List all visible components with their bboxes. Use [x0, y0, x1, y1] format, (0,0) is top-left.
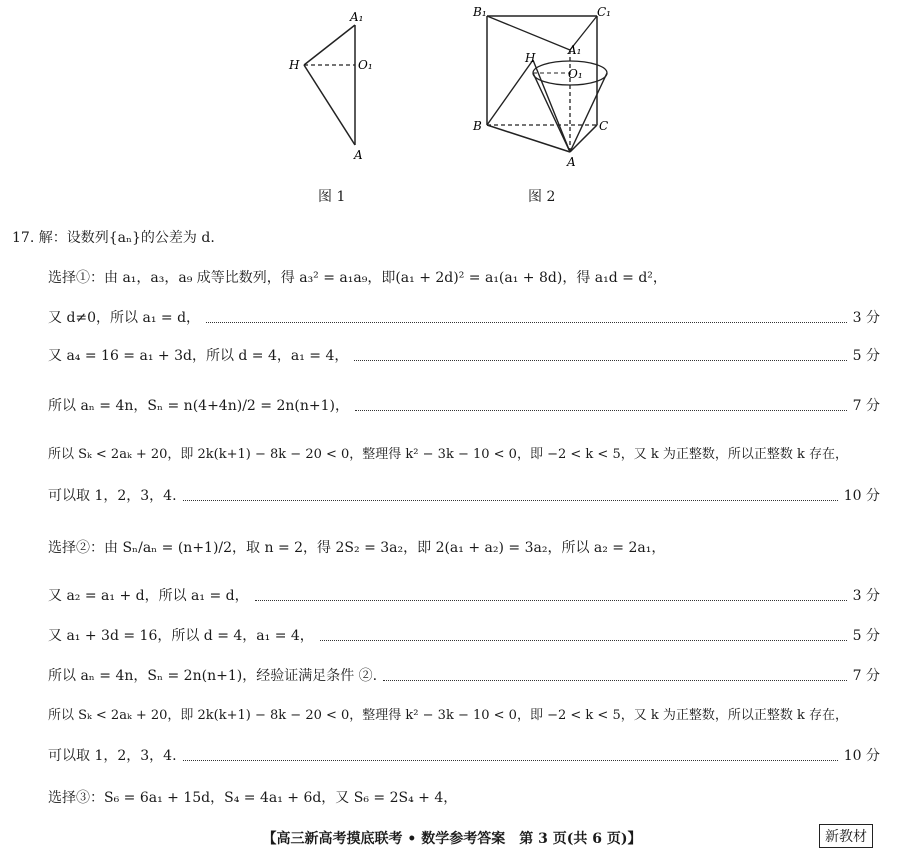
leader-dots	[255, 600, 847, 601]
figure-2-diagram	[465, 0, 625, 170]
problem-intro: 17. 解：设数列{aₙ}的公差为 d.	[12, 230, 215, 246]
solution-step: 又 a₂ = a₁ + d，所以 a₁ = d， 3 分	[48, 588, 880, 604]
fig2-label-b1: B₁	[473, 5, 487, 19]
leader-dots	[383, 680, 847, 681]
figure-2-caption: 图 2	[528, 189, 556, 205]
solution-step: 选择③：S₆ = 6a₁ + 15d，S₄ = 4a₁ + 6d，又 S₆ = 2S₄ + 4，	[48, 790, 458, 806]
score-points: 7 分	[852, 668, 880, 684]
fig2-label-b: B	[473, 119, 482, 133]
score-points: 10 分	[843, 488, 880, 504]
fig2-label-h: H	[525, 51, 536, 65]
leader-dots	[355, 410, 847, 411]
score-points: 7 分	[852, 398, 880, 414]
solution-step: 又 a₄ = 16 = a₁ + 3d，所以 d = 4，a₁ = 4， 5 分	[48, 348, 880, 364]
solution-step: 可以取 1，2，3，4. 10 分	[48, 748, 880, 764]
score-points: 5 分	[852, 628, 880, 644]
score-points: 3 分	[852, 588, 880, 604]
leader-dots	[183, 760, 838, 761]
fig2-label-c: C	[599, 119, 609, 133]
solution-step: 所以 aₙ = 4n，Sₙ = n(4+4n)/2 = 2n(n+1)， 7 分	[48, 398, 880, 414]
solution-step: 所以 aₙ = 4n，Sₙ = 2n(n+1)，经验证满足条件 ②. 7 分	[48, 668, 880, 684]
fig1-label-a: A	[354, 148, 363, 162]
solution-step: 所以 Sₖ < 2aₖ + 20，即 2k(k+1) − 8k − 20 < 0，整理得 k² − 3k − 10 < 0，即 −2 < k < 5，又 k 为正整数，所以正整数 k 存在，	[48, 447, 848, 462]
fig1-label-h: H	[289, 58, 300, 72]
figure-1-caption: 图 1	[318, 189, 346, 205]
fig1-label-a1: A₁	[350, 10, 364, 24]
solution-step: 选择②：由 Sₙ/aₙ = (n+1)/2，取 n = 2，得 2S₂ = 3a₂，即 2(a₁ + a₂) = 3a₂，所以 a₂ = 2a₁，	[48, 540, 666, 556]
solution-step: 所以 Sₖ < 2aₖ + 20，即 2k(k+1) − 8k − 20 < 0，整理得 k² − 3k − 10 < 0，即 −2 < k < 5，又 k 为正整数，所以正整数 k 存在，	[48, 708, 848, 723]
solution-step: 又 d≠0，所以 a₁ = d， 3 分	[48, 310, 880, 326]
fig1-label-o1: O₁	[358, 58, 373, 72]
fig2-label-a: A	[567, 155, 576, 169]
fig2-label-c1: C₁	[597, 5, 611, 19]
score-points: 3 分	[852, 310, 880, 326]
leader-dots	[183, 500, 838, 501]
solution-step: 选择①：由 a₁，a₃，a₉ 成等比数列，得 a₃² = a₁a₉，即(a₁ + 2d)² = a₁(a₁ + 8d)，得 a₁d = d²，	[48, 270, 667, 286]
edition-badge: 新教材	[819, 824, 873, 848]
solution-step: 又 a₁ + 3d = 16，所以 d = 4，a₁ = 4， 5 分	[48, 628, 880, 644]
figure-1-diagram	[280, 5, 390, 165]
solution-step: 可以取 1，2，3，4. 10 分	[48, 488, 880, 504]
leader-dots	[354, 360, 846, 361]
leader-dots	[320, 640, 847, 641]
fig2-label-o1: O₁	[568, 67, 583, 81]
fig2-label-a1: A₁	[568, 43, 582, 57]
score-points: 5 分	[852, 348, 880, 364]
leader-dots	[206, 322, 847, 323]
score-points: 10 分	[843, 748, 880, 764]
page-footer: 【高三新高考摸底联考 • 数学参考答案 第 3 页(共 6 页)】	[262, 831, 642, 847]
